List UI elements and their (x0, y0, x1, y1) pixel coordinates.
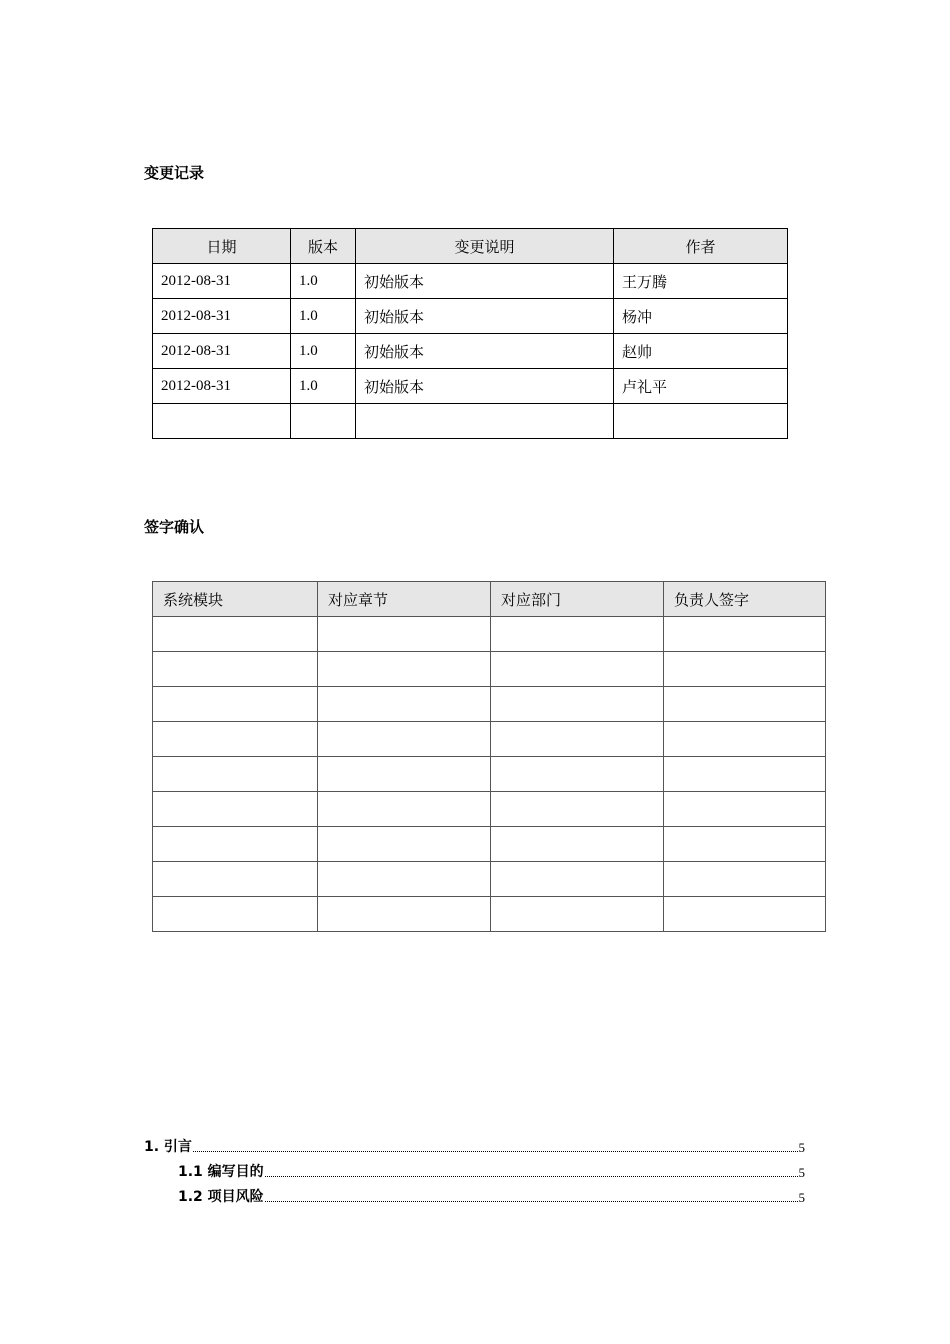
cell-section (318, 757, 491, 792)
table-row (153, 652, 826, 687)
cell-description: 初始版本 (356, 299, 614, 334)
cell-signature (664, 757, 826, 792)
toc-dot-leader (265, 1176, 798, 1177)
table-row (153, 299, 788, 334)
cell-version: 1.0 (291, 369, 356, 404)
cell-signature (664, 722, 826, 757)
table-row (153, 792, 826, 827)
column-header-author: 作者 (614, 229, 788, 264)
table-row (153, 334, 788, 369)
cell-module (153, 897, 318, 932)
column-header-section: 对应章节 (318, 582, 491, 617)
cell-module (153, 652, 318, 687)
cell-module (153, 617, 318, 652)
toc-dot-leader (265, 1201, 798, 1202)
cell-module (153, 862, 318, 897)
cell-signature (664, 617, 826, 652)
cell-version: 1.0 (291, 334, 356, 369)
cell-date: 2012-08-31 (153, 264, 291, 299)
toc-entry-purpose[interactable] (178, 1159, 805, 1181)
cell-description: 初始版本 (356, 334, 614, 369)
table-row (153, 757, 826, 792)
cell-description: 初始版本 (356, 264, 614, 299)
table-header-row (153, 582, 826, 617)
cell-signature (664, 827, 826, 862)
table-row (153, 264, 788, 299)
cell-section (318, 897, 491, 932)
column-header-module: 系统模块 (153, 582, 318, 617)
toc-entry-label: 1.2 项目风险 (178, 1189, 264, 1205)
sign-off-heading: 签字确认 (144, 518, 205, 536)
cell-signature (664, 652, 826, 687)
toc-entry-project-risk[interactable] (178, 1184, 805, 1206)
table-row (153, 369, 788, 404)
cell-section (318, 617, 491, 652)
cell-module (153, 757, 318, 792)
cell-department (491, 897, 664, 932)
cell-module (153, 792, 318, 827)
table-row (153, 862, 826, 897)
toc-entry-label: 1.1 编写目的 (178, 1164, 264, 1180)
cell-signature (664, 862, 826, 897)
cell-author: 卢礼平 (614, 369, 788, 404)
cell-department (491, 757, 664, 792)
cell-author: 赵帅 (614, 334, 788, 369)
cell-signature (664, 897, 826, 932)
change-log-heading: 变更记录 (144, 164, 205, 182)
cell-date (153, 404, 291, 439)
toc-entry-introduction[interactable] (144, 1134, 805, 1156)
toc-page-number: 5 (798, 1165, 805, 1180)
cell-version: 1.0 (291, 299, 356, 334)
cell-date: 2012-08-31 (153, 334, 291, 369)
cell-module (153, 827, 318, 862)
toc-entry-label: 1. 引言 (144, 1139, 192, 1155)
cell-signature (664, 792, 826, 827)
cell-department (491, 687, 664, 722)
cell-module (153, 722, 318, 757)
column-header-description: 变更说明 (356, 229, 614, 264)
cell-author (614, 404, 788, 439)
cell-author: 王万腾 (614, 264, 788, 299)
table-row (153, 897, 826, 932)
cell-section (318, 687, 491, 722)
cell-module (153, 687, 318, 722)
cell-author: 杨冲 (614, 299, 788, 334)
column-header-department: 对应部门 (491, 582, 664, 617)
toc-page-number: 5 (798, 1140, 805, 1155)
cell-section (318, 722, 491, 757)
cell-signature (664, 687, 826, 722)
column-header-signature: 负责人签字 (664, 582, 826, 617)
cell-department (491, 827, 664, 862)
table-header-row (153, 229, 788, 264)
table-row (153, 827, 826, 862)
column-header-date: 日期 (153, 229, 291, 264)
change-log-table (152, 228, 788, 439)
toc-dot-leader (193, 1151, 798, 1152)
cell-version (291, 404, 356, 439)
sign-off-table (152, 581, 826, 932)
cell-section (318, 792, 491, 827)
column-header-version: 版本 (291, 229, 356, 264)
table-row (153, 404, 788, 439)
cell-department (491, 722, 664, 757)
table-row (153, 722, 826, 757)
cell-date: 2012-08-31 (153, 369, 291, 404)
cell-section (318, 862, 491, 897)
toc-page-number: 5 (798, 1190, 805, 1205)
cell-department (491, 862, 664, 897)
cell-section (318, 827, 491, 862)
cell-description (356, 404, 614, 439)
table-row (153, 687, 826, 722)
cell-department (491, 792, 664, 827)
cell-version: 1.0 (291, 264, 356, 299)
cell-date: 2012-08-31 (153, 299, 291, 334)
cell-department (491, 652, 664, 687)
cell-department (491, 617, 664, 652)
cell-description: 初始版本 (356, 369, 614, 404)
cell-section (318, 652, 491, 687)
table-row (153, 617, 826, 652)
